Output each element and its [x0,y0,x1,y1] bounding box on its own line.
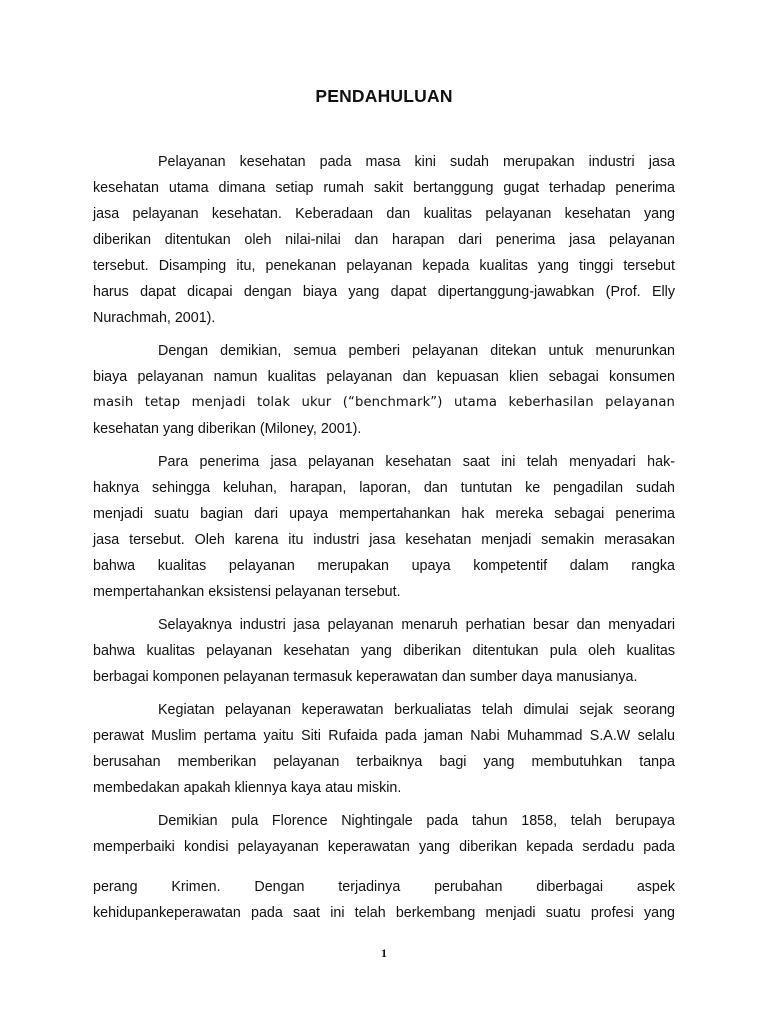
document-body [93,149,675,867]
paragraph-6 [93,808,675,860]
text-line: berusahan memberikan pelayanan terbaiknya bagi yang membutuhkan tanpa [93,754,675,770]
text-line: memperbaiki kondisi pelayayanan keperawatan yang diberikan kepada serdadu pada [93,839,675,855]
paragraph-continued [93,874,675,926]
text-line: bahwa kualitas pelayanan merupakan upaya kompetentif dalam rangka [93,558,675,574]
text-line: jasa pelayanan kesehatan. Keberadaan dan kualitas pelayanan kesehatan yang [93,206,675,222]
paragraph-5 [93,697,675,801]
text-line: mempertahankan eksistensi pelayanan tersebut. [93,584,401,600]
page-number: 1 [381,946,387,960]
text-line: Nurachmah, 2001). [93,310,216,326]
text-line: membedakan apakah kliennya kaya atau miskin. [93,780,402,796]
text-line: haknya sehingga keluhan, harapan, laporan, dan tuntutan ke pengadilan sudah [93,480,675,496]
text-line: tersebut. Disamping itu, penekanan pelayanan kepada kualitas yang tinggi tersebut [93,258,675,274]
text-line: Selayaknya industri jasa pelayanan menaruh perhatian besar dan menyadari [158,617,675,633]
text-line: Dengan demikian, semua pemberi pelayanan ditekan untuk menurunkan [158,343,675,359]
text-line: diberikan ditentukan oleh nilai-nilai dan harapan dari penerima jasa pelayanan [93,232,675,248]
text-line: perawat Muslim pertama yaitu Siti Rufaida pada jaman Nabi Muhammad S.A.W selalu [93,728,675,744]
text-line: Pelayanan kesehatan pada masa kini sudah merupakan industri jasa [158,154,675,170]
paragraph-2 [93,338,675,442]
text-line: menjadi suatu bagian dari upaya mempertahankan hak mereka sebagai penerima [93,506,675,522]
text-line: jasa tersebut. Oleh karena itu industri jasa kesehatan menjadi semakin merasakan [93,532,675,548]
paragraph-1 [93,149,675,331]
text-line: kesehatan yang diberikan (Miloney, 2001). [93,421,362,437]
text-line: berbagai komponen pelayanan termasuk keperawatan dan sumber daya manusianya. [93,669,638,685]
paragraph-4 [93,612,675,690]
text-line: bahwa kualitas pelayanan kesehatan yang diberikan ditentukan pula oleh kualitas [93,643,675,659]
text-line: Demikian pula Florence Nightingale pada tahun 1858, telah berupaya [158,813,675,829]
text-line: biaya pelayanan namun kualitas pelayanan dan kepuasan klien sebagai konsumen [93,369,675,385]
text-line: masih tetap menjadi tolak ukur (“benchmark”) utama keberhasilan pelayanan [93,395,675,410]
paragraph-3 [93,449,675,605]
text-line: perang Krimen. Dengan terjadinya perubahan diberbagai aspek [93,879,675,895]
text-line: harus dapat dicapai dengan biaya yang dapat dipertanggung-jawabkan (Prof. Elly [93,284,675,300]
text-line: kehidupankeperawatan pada saat ini telah berkembang menjadi suatu profesi yang [93,905,675,921]
page-title: PENDAHULUAN [315,86,453,106]
text-line: Kegiatan pelayanan keperawatan berkualiatas telah dimulai sejak seorang [158,702,675,718]
text-line: Para penerima jasa pelayanan kesehatan saat ini telah menyadari hak- [158,454,675,470]
text-line: kesehatan utama dimana setiap rumah sakit bertanggung gugat terhadap penerima [93,180,675,196]
